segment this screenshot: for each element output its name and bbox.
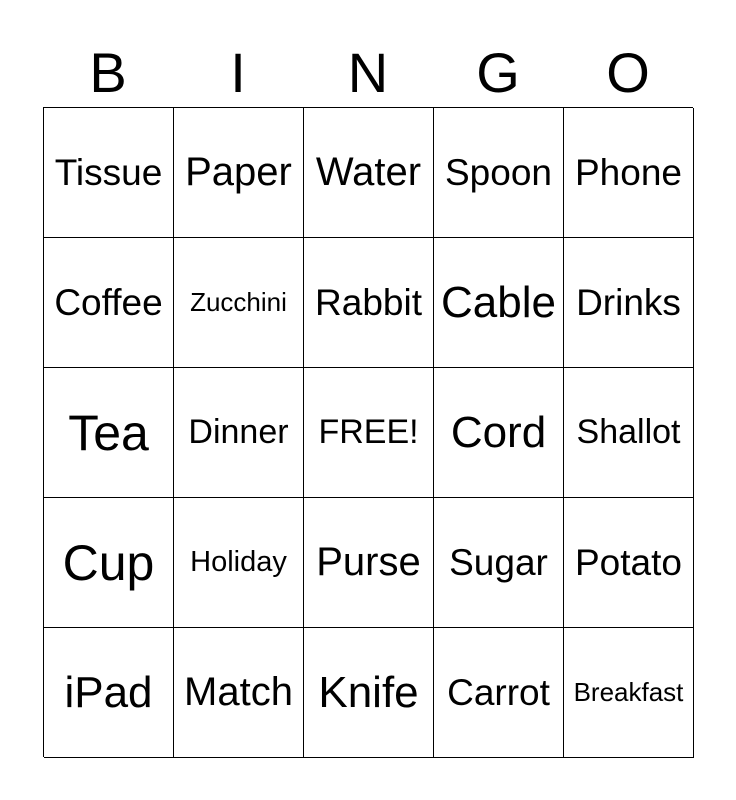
bingo-cell[interactable] <box>44 238 174 368</box>
bingo-cell[interactable] <box>44 108 174 238</box>
bingo-header <box>43 40 693 106</box>
cell-word: Breakfast <box>573 677 684 707</box>
header-letter-g: G <box>476 41 520 104</box>
cell-word: Tea <box>68 404 149 461</box>
bingo-cell[interactable] <box>564 368 694 498</box>
header-letter-o: O <box>606 41 650 104</box>
cell-word: Tissue <box>54 151 163 193</box>
cell-word: Cable <box>441 277 556 327</box>
cell-word: Potato <box>575 541 682 583</box>
bingo-cell[interactable] <box>174 368 304 498</box>
header-letter-i: I <box>230 41 246 104</box>
cell-word: Shallot <box>576 413 681 451</box>
bingo-cell[interactable] <box>174 238 304 368</box>
bingo-cell[interactable] <box>434 108 564 238</box>
bingo-cell[interactable] <box>564 108 694 238</box>
cell-word: Purse <box>316 540 421 584</box>
bingo-cell[interactable] <box>564 238 694 368</box>
bingo-cell[interactable] <box>174 628 304 758</box>
cell-word: Dinner <box>188 413 289 451</box>
cell-word: Water <box>315 150 422 194</box>
cell-word: Spoon <box>445 151 552 193</box>
bingo-cell[interactable] <box>304 238 434 368</box>
cell-word: Cup <box>62 534 155 591</box>
bingo-cell[interactable] <box>174 108 304 238</box>
cell-word: Rabbit <box>315 281 422 323</box>
header-letter-n: N <box>347 41 389 104</box>
cell-word: Knife <box>318 667 419 717</box>
bingo-cell[interactable] <box>434 238 564 368</box>
cell-word: Sugar <box>449 541 548 583</box>
cell-word: Drinks <box>576 281 681 323</box>
bingo-cell[interactable] <box>434 628 564 758</box>
cell-word: iPad <box>64 667 153 717</box>
bingo-grid <box>43 107 693 757</box>
cell-word: Phone <box>575 151 682 193</box>
cell-word: Carrot <box>447 671 550 713</box>
bingo-cell[interactable] <box>44 368 174 498</box>
cell-word: Coffee <box>54 281 163 323</box>
bingo-cell[interactable] <box>564 498 694 628</box>
bingo-cell[interactable] <box>304 628 434 758</box>
cell-word: Match <box>184 670 293 714</box>
bingo-cell[interactable] <box>44 498 174 628</box>
cell-word: Cord <box>450 407 547 457</box>
cell-word: FREE! <box>318 413 419 451</box>
bingo-cell[interactable] <box>304 108 434 238</box>
bingo-cell[interactable] <box>564 628 694 758</box>
bingo-cell[interactable] <box>434 498 564 628</box>
cell-word: Zucchini <box>190 287 287 317</box>
cell-word: Holiday <box>190 546 287 578</box>
bingo-cell[interactable] <box>434 368 564 498</box>
bingo-cell[interactable] <box>304 498 434 628</box>
cell-word: Paper <box>185 150 292 194</box>
bingo-cell[interactable] <box>174 498 304 628</box>
bingo-cell[interactable] <box>44 628 174 758</box>
bingo-cell[interactable] <box>304 368 434 498</box>
header-letter-b: B <box>89 41 127 104</box>
